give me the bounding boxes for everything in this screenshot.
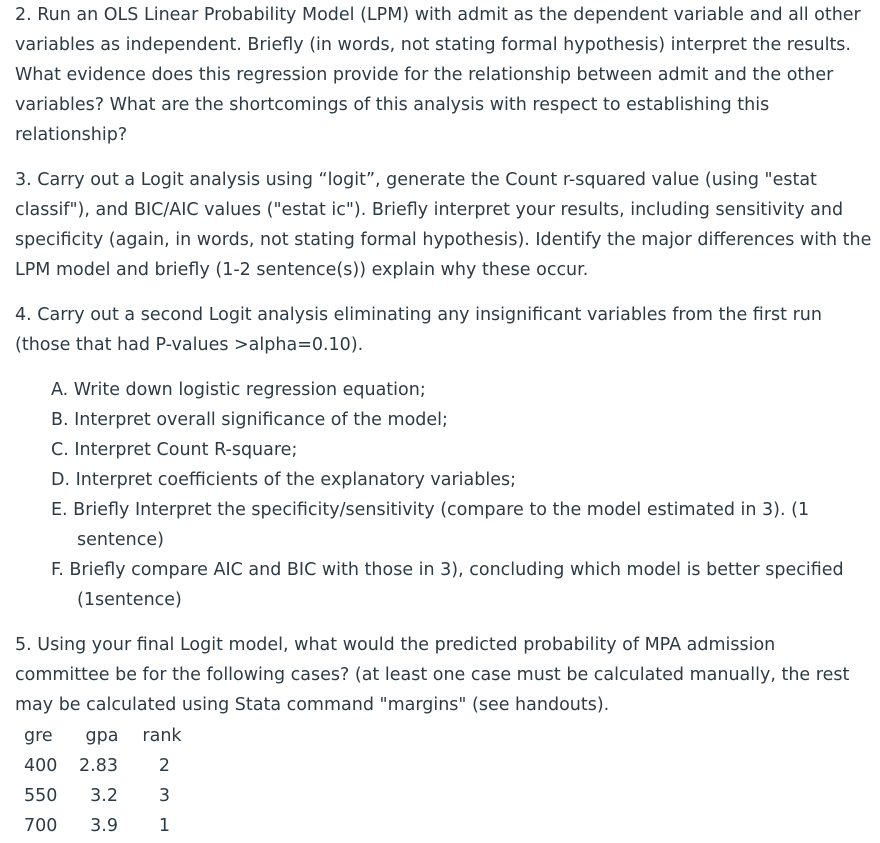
cell-rank: 1 xyxy=(158,816,170,836)
q4-item-b: B. Interpret overall significance of the model; xyxy=(51,410,448,430)
question-5: 5. Using your final Logit model, what would the predicted probability of MPA admission committee be for the following cases? (at least one case must be calculated manually, the rest may be calculated using Stata command "margins" (see handouts). xyxy=(15,635,850,715)
table-row xyxy=(24,811,192,841)
q4-item-a: A. Write down logistic regression equation; xyxy=(51,380,426,400)
q4-item-f: F. Briefly compare AIC and BIC with those in 3), concluding which model is better specified (1sentence) xyxy=(51,560,844,610)
header-gre: gre xyxy=(24,726,53,746)
question-4: 4. Carry out a second Logit analysis eliminating any insignificant variables from the first run (those that had P-values >alpha=0.10). xyxy=(15,305,822,355)
question-3: 3. Carry out a Logit analysis using “logit”, generate the Count r-squared value (using "estat classif"), and BIC/AIC values ("estat ic"). Briefly interpret your results, including sensitivity and specificity (again, in words, not stating formal hypothesis). Identify the major differences with the LPM model and briefly (1-2 sentence(s)) explain why these occur. xyxy=(15,170,872,280)
header-gpa: gpa xyxy=(85,726,119,746)
cell-gpa: 3.2 xyxy=(90,786,118,806)
table-header-row xyxy=(24,721,192,751)
cell-gpa: 2.83 xyxy=(79,756,118,776)
cell-gre: 700 xyxy=(24,816,58,836)
cell-gpa: 3.9 xyxy=(90,816,118,836)
cell-gre: 550 xyxy=(24,786,58,806)
cell-rank: 3 xyxy=(158,786,170,806)
cell-rank: 2 xyxy=(158,756,170,776)
header-rank: rank xyxy=(142,726,182,746)
q4-item-c: C. Interpret Count R-square; xyxy=(51,440,298,460)
question-2: 2. Run an OLS Linear Probability Model (LPM) with admit as the dependent variable and all other variables as independent. Briefly (in words, not stating formal hypothesis) interpret the results. What evidence does this regression provide for the relationship between admit and the other variables? What are the shortcomings of this analysis with respect to establishing this relationship? xyxy=(15,5,861,145)
table-row xyxy=(24,751,192,781)
q4-item-d: D. Interpret coefficients of the explanatory variables; xyxy=(51,470,517,490)
cell-gre: 400 xyxy=(24,756,58,776)
table-row xyxy=(24,781,192,811)
cases-table xyxy=(24,721,192,841)
q4-item-e: E. Briefly Interpret the specificity/sensitivity (compare to the model estimated in 3). (1 sentence) xyxy=(51,500,810,550)
